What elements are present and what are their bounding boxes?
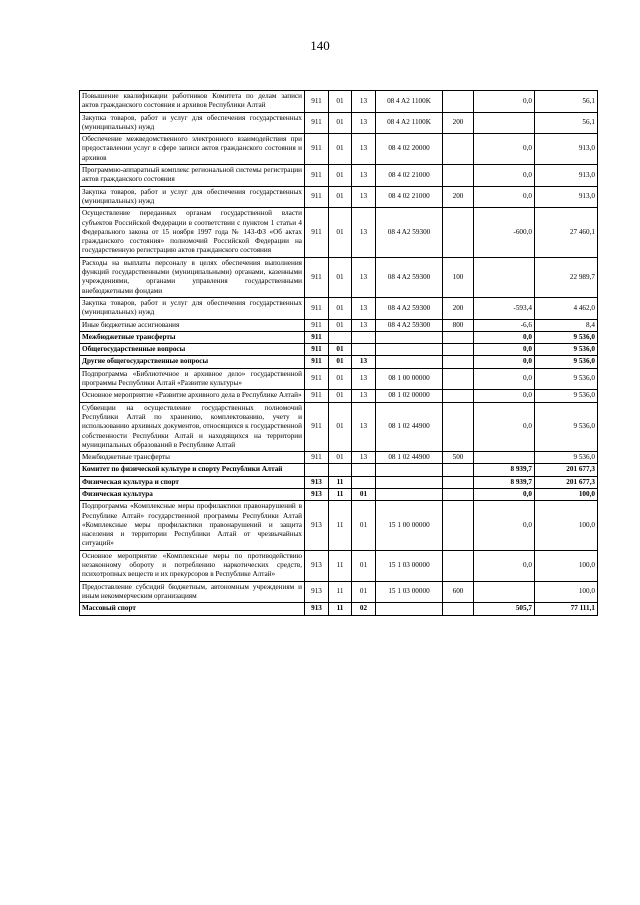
row-subsection-code: 13 (352, 297, 376, 319)
row-change-amount: 0,0 (474, 134, 535, 165)
row-ministry-code: 911 (305, 208, 329, 257)
row-name: Подпрограмма «Комплексные меры профилактики правонарушений в Республике Алтай» государственной программы Республики Алтай «Комплексные меры профилактики правонарушений и защита населения и территории Республики Алтай от чрезвычайных ситуаций» (80, 501, 305, 550)
table-row (80, 464, 598, 476)
row-section-code: 01 (329, 112, 352, 134)
row-ministry-code: 911 (305, 331, 329, 343)
row-target-article: 08 4 02 21000 (376, 165, 443, 187)
row-expense-type (443, 91, 474, 113)
row-ministry-code: 911 (305, 257, 329, 297)
row-name: Физическая культура (80, 488, 305, 500)
row-change-amount: 0,0 (474, 368, 535, 390)
row-change-amount: 8 939,7 (474, 464, 535, 476)
page-number: 140 (310, 38, 330, 53)
row-subsection-code (352, 331, 376, 343)
table-row (80, 356, 598, 368)
row-change-amount: 0,0 (474, 550, 535, 581)
row-ministry-code: 911 (305, 402, 329, 451)
row-total-amount: 201 677,3 (535, 464, 598, 476)
row-target-article: 08 1 00 00000 (376, 368, 443, 390)
row-ministry-code: 913 (305, 581, 329, 603)
row-expense-type (443, 476, 474, 488)
row-change-amount: 0,0 (474, 356, 535, 368)
row-ministry-code: 911 (305, 368, 329, 390)
row-change-amount: 0,0 (474, 331, 535, 343)
row-subsection-code: 13 (352, 186, 376, 208)
row-change-amount (474, 581, 535, 603)
row-expense-type (443, 464, 474, 476)
row-section-code: 01 (329, 402, 352, 451)
row-total-amount: 56,1 (535, 112, 598, 134)
row-subsection-code: 13 (352, 368, 376, 390)
row-total-amount: 9 536,0 (535, 331, 598, 343)
row-total-amount: 100,0 (535, 550, 598, 581)
row-section-code: 01 (329, 134, 352, 165)
row-total-amount: 9 536,0 (535, 344, 598, 356)
row-ministry-code: 911 (305, 91, 329, 113)
row-section-code: 01 (329, 452, 352, 464)
row-name: Массовый спорт (80, 603, 305, 615)
row-name: Субвенции на осуществление государственных полномочий Республики Алтай по хранению, комплектованию, учету и использованию архивных документов, относящихся к государственной собственности Республики Алтай и находящихся на территории муниципальных образований в Республике Алтай (80, 402, 305, 451)
row-expense-type (443, 165, 474, 187)
table-row (80, 390, 598, 402)
row-change-amount: -6,6 (474, 319, 535, 331)
row-section-code: 01 (329, 208, 352, 257)
row-total-amount: 9 536,0 (535, 452, 598, 464)
table-row (80, 257, 598, 297)
row-section-code: 01 (329, 297, 352, 319)
row-section-code: 01 (329, 165, 352, 187)
row-ministry-code (305, 464, 329, 476)
row-total-amount: 913,0 (535, 134, 598, 165)
row-section-code: 01 (329, 390, 352, 402)
row-section-code: 01 (329, 319, 352, 331)
row-change-amount: 0,0 (474, 402, 535, 451)
table-row (80, 368, 598, 390)
row-total-amount: 100,0 (535, 581, 598, 603)
row-section-code: 11 (329, 488, 352, 500)
table-row (80, 297, 598, 319)
row-name: Общегосударственные вопросы (80, 344, 305, 356)
row-target-article: 08 1 02 44900 (376, 452, 443, 464)
row-subsection-code: 13 (352, 257, 376, 297)
row-subsection-code (352, 464, 376, 476)
row-subsection-code (352, 344, 376, 356)
row-name: Программно-аппаратный комплекс региональной системы регистрации актов гражданского состояния (80, 165, 305, 187)
row-target-article: 15 1 03 00000 (376, 550, 443, 581)
row-change-amount: -593,4 (474, 297, 535, 319)
row-ministry-code: 911 (305, 297, 329, 319)
row-expense-type: 100 (443, 257, 474, 297)
row-total-amount: 201 677,3 (535, 476, 598, 488)
row-change-amount: 0,0 (474, 91, 535, 113)
row-subsection-code: 13 (352, 390, 376, 402)
row-total-amount: 4 462,0 (535, 297, 598, 319)
row-target-article: 08 4 A2 59300 (376, 257, 443, 297)
table-row (80, 331, 598, 343)
row-expense-type (443, 331, 474, 343)
row-expense-type: 800 (443, 319, 474, 331)
row-name: Закупка товаров, работ и услуг для обеспечения государственных (муниципальных) нужд (80, 186, 305, 208)
row-target-article: 08 4 A2 59300 (376, 208, 443, 257)
row-expense-type (443, 501, 474, 550)
row-target-article: 08 4 02 21000 (376, 186, 443, 208)
row-section-code: 11 (329, 603, 352, 615)
table-row (80, 501, 598, 550)
row-name: Межбюджетные трансферты (80, 331, 305, 343)
row-name: Комитет по физической культуре и спорту Республики Алтай (80, 464, 305, 476)
table-row (80, 165, 598, 187)
row-expense-type (443, 390, 474, 402)
row-change-amount: -600,0 (474, 208, 535, 257)
row-target-article (376, 356, 443, 368)
row-subsection-code: 01 (352, 501, 376, 550)
row-target-article: 08 4 02 20000 (376, 134, 443, 165)
row-section-code: 11 (329, 581, 352, 603)
table-row (80, 452, 598, 464)
table-row (80, 603, 598, 615)
row-expense-type: 500 (443, 452, 474, 464)
row-target-article (376, 464, 443, 476)
row-target-article (376, 476, 443, 488)
row-name: Повышение квалификации работников Комитета по делам записи актов гражданского состояния и архивов Республики Алтай (80, 91, 305, 113)
row-target-article (376, 603, 443, 615)
row-ministry-code: 911 (305, 319, 329, 331)
row-change-amount: 0,0 (474, 501, 535, 550)
row-ministry-code: 913 (305, 476, 329, 488)
row-section-code (329, 464, 352, 476)
row-change-amount: 505,7 (474, 603, 535, 615)
row-subsection-code: 13 (352, 319, 376, 331)
row-section-code (329, 331, 352, 343)
row-change-amount: 0,0 (474, 165, 535, 187)
row-subsection-code: 01 (352, 581, 376, 603)
row-ministry-code: 911 (305, 186, 329, 208)
budget-table (79, 90, 598, 616)
row-target-article (376, 331, 443, 343)
row-total-amount: 56,1 (535, 91, 598, 113)
row-target-article (376, 488, 443, 500)
row-subsection-code: 13 (352, 165, 376, 187)
row-target-article: 15 1 03 00000 (376, 581, 443, 603)
table-row (80, 476, 598, 488)
row-section-code: 01 (329, 356, 352, 368)
row-subsection-code: 02 (352, 603, 376, 615)
row-expense-type (443, 208, 474, 257)
row-subsection-code: 13 (352, 356, 376, 368)
row-name: Другие общегосударственные вопросы (80, 356, 305, 368)
row-ministry-code: 911 (305, 344, 329, 356)
row-name: Иные бюджетные ассигнования (80, 319, 305, 331)
row-ministry-code: 913 (305, 488, 329, 500)
row-target-article: 08 1 02 44900 (376, 402, 443, 451)
row-section-code: 01 (329, 91, 352, 113)
row-expense-type: 600 (443, 581, 474, 603)
row-name: Осуществление переданных органам государственной власти субъектов Российской Федерации в соответствии с пунктом 1 статьи 4 Федерального закона от 15 ноября 1997 года № 143-ФЗ «Об актах гражданского состояния» полномочий Российской Федерации на государственную регистрацию актов гражданского состояния (80, 208, 305, 257)
row-total-amount: 77 111,1 (535, 603, 598, 615)
row-expense-type: 200 (443, 112, 474, 134)
row-change-amount: 0,0 (474, 488, 535, 500)
table-row (80, 344, 598, 356)
row-target-article: 08 4 A2 59300 (376, 319, 443, 331)
row-subsection-code: 13 (352, 112, 376, 134)
row-section-code: 01 (329, 257, 352, 297)
row-change-amount: 0,0 (474, 186, 535, 208)
table-row (80, 91, 598, 113)
row-subsection-code: 13 (352, 91, 376, 113)
row-expense-type (443, 603, 474, 615)
row-ministry-code: 913 (305, 501, 329, 550)
row-name: Предоставление субсидий бюджетным, автономным учреждениям и иным некоммерческим организациям (80, 581, 305, 603)
row-total-amount: 22 989,7 (535, 257, 598, 297)
row-expense-type (443, 356, 474, 368)
row-change-amount: 0,0 (474, 390, 535, 402)
row-name: Основное мероприятие «Комплексные меры по противодействию незаконному обороту и потреблению наркотических средств, психотропных веществ и их прекурсоров в Республике Алтай» (80, 550, 305, 581)
row-name: Подпрограмма «Библиотечное и архивное дело» государственной программы Республики Алтай «Развитие культуры» (80, 368, 305, 390)
row-ministry-code: 911 (305, 112, 329, 134)
row-subsection-code: 13 (352, 134, 376, 165)
table-row (80, 550, 598, 581)
row-change-amount: 0,0 (474, 344, 535, 356)
row-subsection-code: 13 (352, 452, 376, 464)
row-target-article: 08 1 02 00000 (376, 390, 443, 402)
table-row (80, 208, 598, 257)
row-subsection-code: 01 (352, 550, 376, 581)
row-target-article: 08 4 A2 59300 (376, 297, 443, 319)
row-total-amount: 100,0 (535, 501, 598, 550)
row-expense-type (443, 134, 474, 165)
row-ministry-code: 913 (305, 603, 329, 615)
row-expense-type (443, 550, 474, 581)
row-subsection-code (352, 476, 376, 488)
row-target-article: 15 1 00 00000 (376, 501, 443, 550)
row-total-amount: 27 460,1 (535, 208, 598, 257)
row-section-code: 01 (329, 186, 352, 208)
row-expense-type: 200 (443, 297, 474, 319)
row-change-amount: 8 939,7 (474, 476, 535, 488)
table-row (80, 112, 598, 134)
row-total-amount: 913,0 (535, 186, 598, 208)
row-total-amount: 9 536,0 (535, 356, 598, 368)
row-change-amount (474, 257, 535, 297)
row-subsection-code: 13 (352, 402, 376, 451)
row-section-code: 11 (329, 550, 352, 581)
row-expense-type: 200 (443, 186, 474, 208)
row-total-amount: 8,4 (535, 319, 598, 331)
row-expense-type (443, 368, 474, 390)
row-section-code: 01 (329, 344, 352, 356)
row-expense-type (443, 488, 474, 500)
row-total-amount: 9 536,0 (535, 402, 598, 451)
row-target-article: 08 4 A2 1100K (376, 112, 443, 134)
row-change-amount (474, 452, 535, 464)
row-name: Закупка товаров, работ и услуг для обеспечения государственных (муниципальных) нужд (80, 112, 305, 134)
row-name: Межбюджетные трансферты (80, 452, 305, 464)
table-row (80, 402, 598, 451)
row-name: Обеспечение межведомственного электронного взаимодействия при предоставлении услуг в сфере записи актов гражданского состояния и архивов (80, 134, 305, 165)
row-total-amount: 9 536,0 (535, 368, 598, 390)
row-subsection-code: 01 (352, 488, 376, 500)
row-ministry-code: 911 (305, 165, 329, 187)
row-subsection-code: 13 (352, 208, 376, 257)
row-name: Закупка товаров, работ и услуг для обеспечения государственных (муниципальных) нужд (80, 297, 305, 319)
row-ministry-code: 911 (305, 134, 329, 165)
row-total-amount: 9 536,0 (535, 390, 598, 402)
table-row (80, 319, 598, 331)
row-section-code: 01 (329, 368, 352, 390)
row-expense-type (443, 344, 474, 356)
row-target-article: 08 4 A2 1100K (376, 91, 443, 113)
row-ministry-code: 911 (305, 452, 329, 464)
row-name: Расходы на выплаты персоналу в целях обеспечения выполнения функций государственными (муниципальными) органами, казенными учреждениями, органами управления государственными внебюджетными фондами (80, 257, 305, 297)
row-total-amount: 100,0 (535, 488, 598, 500)
table-row (80, 186, 598, 208)
row-change-amount (474, 112, 535, 134)
row-ministry-code: 913 (305, 550, 329, 581)
row-ministry-code: 911 (305, 390, 329, 402)
row-total-amount: 913,0 (535, 165, 598, 187)
table-row (80, 488, 598, 500)
table-row (80, 581, 598, 603)
row-target-article (376, 344, 443, 356)
row-ministry-code: 911 (305, 356, 329, 368)
row-section-code: 11 (329, 501, 352, 550)
row-section-code: 11 (329, 476, 352, 488)
row-expense-type (443, 402, 474, 451)
row-name: Основное мероприятие «Развитие архивного дела в Республике Алтай» (80, 390, 305, 402)
table-row (80, 134, 598, 165)
row-name: Физическая культура и спорт (80, 476, 305, 488)
